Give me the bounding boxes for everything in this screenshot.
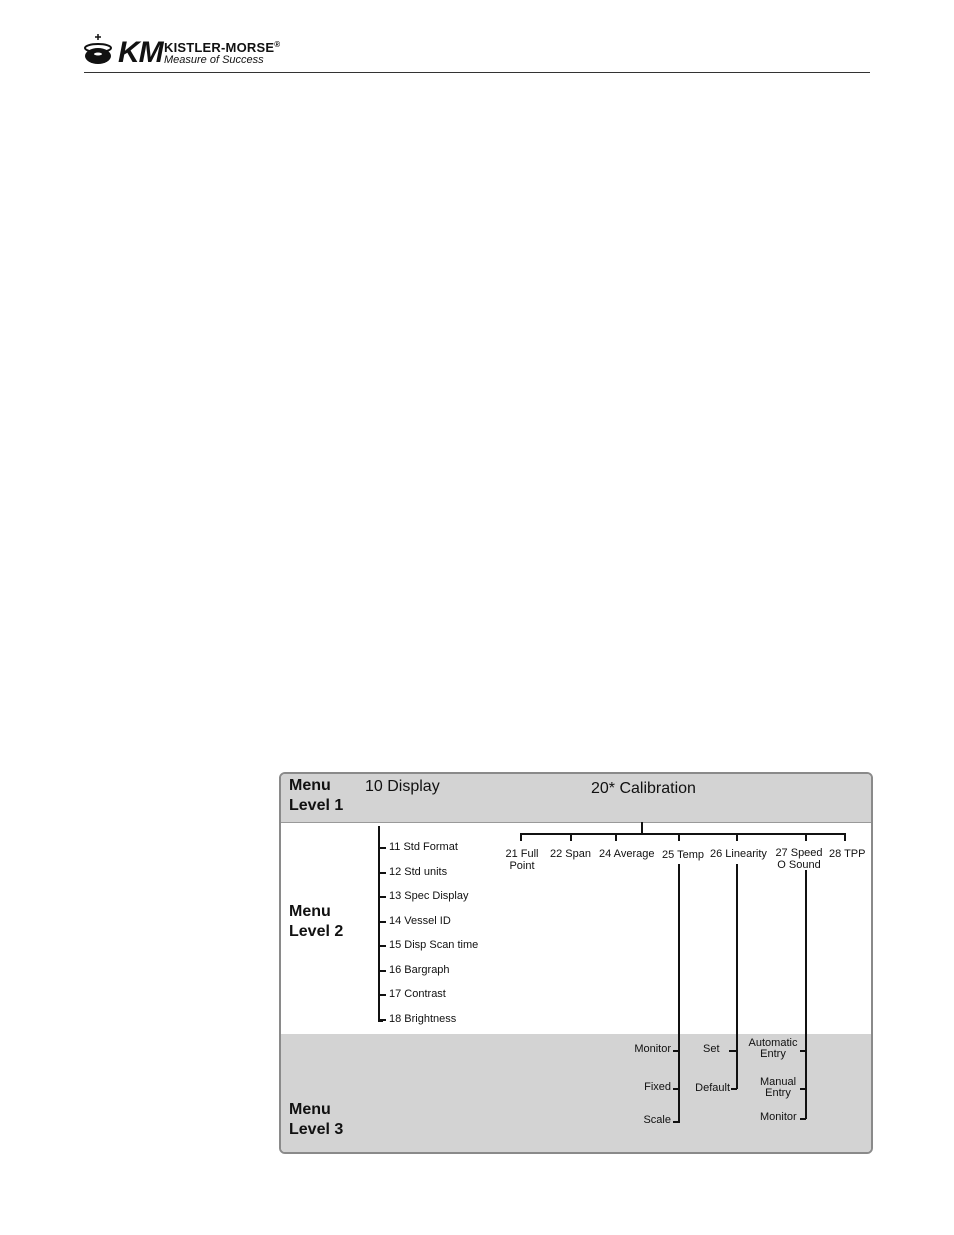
linearity-option-set: Set (703, 1043, 720, 1055)
tick-line (380, 945, 386, 947)
logo-letters: KM (118, 36, 163, 69)
tick-line (380, 847, 386, 849)
display-item-18: 18 Brightness (389, 1013, 457, 1025)
brand-tagline: Measure of Success (164, 54, 264, 66)
brand-name: KISTLER-MORSE® (164, 40, 281, 55)
display-item-17: 17 Contrast (389, 988, 446, 1000)
linearity-branch-line (736, 864, 738, 1089)
registered-mark: ® (274, 40, 281, 49)
tick-line (673, 1050, 679, 1052)
calibration-item-26: 26 Linearity (710, 848, 767, 860)
display-item-11: 11 Std Format (389, 841, 458, 853)
calibration-drop-line (678, 833, 680, 841)
display-menu: 10 Display (365, 778, 440, 795)
page-header (84, 34, 870, 74)
display-branch-line (378, 826, 380, 1022)
display-item-13: 13 Spec Display (389, 890, 469, 902)
display-item-15: 15 Disp Scan time (389, 939, 479, 951)
calibration-drop-line (844, 833, 846, 841)
temp-option-fixed: Fixed (644, 1081, 671, 1093)
tick-line (673, 1121, 680, 1123)
calibration-item-27: 27 Speed O Sound (775, 847, 823, 871)
calibration-drop-line (570, 833, 572, 841)
speed-option-automatic: Automatic Entry (748, 1037, 798, 1060)
calibration-bar-line (520, 833, 845, 835)
tick-line (380, 896, 386, 898)
calibration-item-28: 28 TPP (829, 848, 866, 860)
display-item-16: 16 Bargraph (389, 964, 450, 976)
temp-branch-line (678, 864, 680, 1121)
linearity-option-default: Default (695, 1082, 730, 1094)
menu-level-1-label: Menu Level 1 (289, 777, 344, 814)
tick-line (380, 970, 386, 972)
calibration-drop-line (736, 833, 738, 841)
menu-tree-diagram (279, 772, 873, 1154)
tick-line (673, 1088, 679, 1090)
header-divider (84, 72, 870, 73)
tick-line (731, 1088, 737, 1090)
temp-option-scale: Scale (643, 1114, 671, 1126)
calibration-item-24: 24 Average (599, 848, 655, 860)
display-item-14: 14 Vessel ID (389, 915, 451, 927)
tick-line (729, 1050, 736, 1052)
speed-option-manual: Manual Entry (759, 1076, 797, 1099)
tick-line (380, 1019, 386, 1021)
calibration-drop-line (520, 833, 522, 841)
tick-line (380, 921, 386, 923)
calibration-item-25: 25 Temp (662, 849, 704, 861)
tick-line (800, 1118, 806, 1120)
tick-line (380, 872, 386, 874)
menu-level-2-label: Menu Level 2 (289, 903, 344, 940)
calibration-drop-line (615, 833, 617, 841)
display-item-12: 12 Std units (389, 866, 448, 878)
speed-option-monitor: Monitor (760, 1111, 797, 1123)
calibration-drop-line (805, 833, 807, 841)
temp-option-monitor: Monitor (634, 1043, 671, 1055)
menu-level-3-label: Menu Level 3 (289, 1101, 344, 1138)
calibration-item-21: 21 Full Point (505, 848, 539, 872)
tick-line (380, 994, 386, 996)
kistler-morse-logo-icon (84, 34, 114, 68)
calibration-menu: 20* Calibration (591, 780, 696, 797)
calibration-item-22: 22 Span (550, 848, 591, 860)
